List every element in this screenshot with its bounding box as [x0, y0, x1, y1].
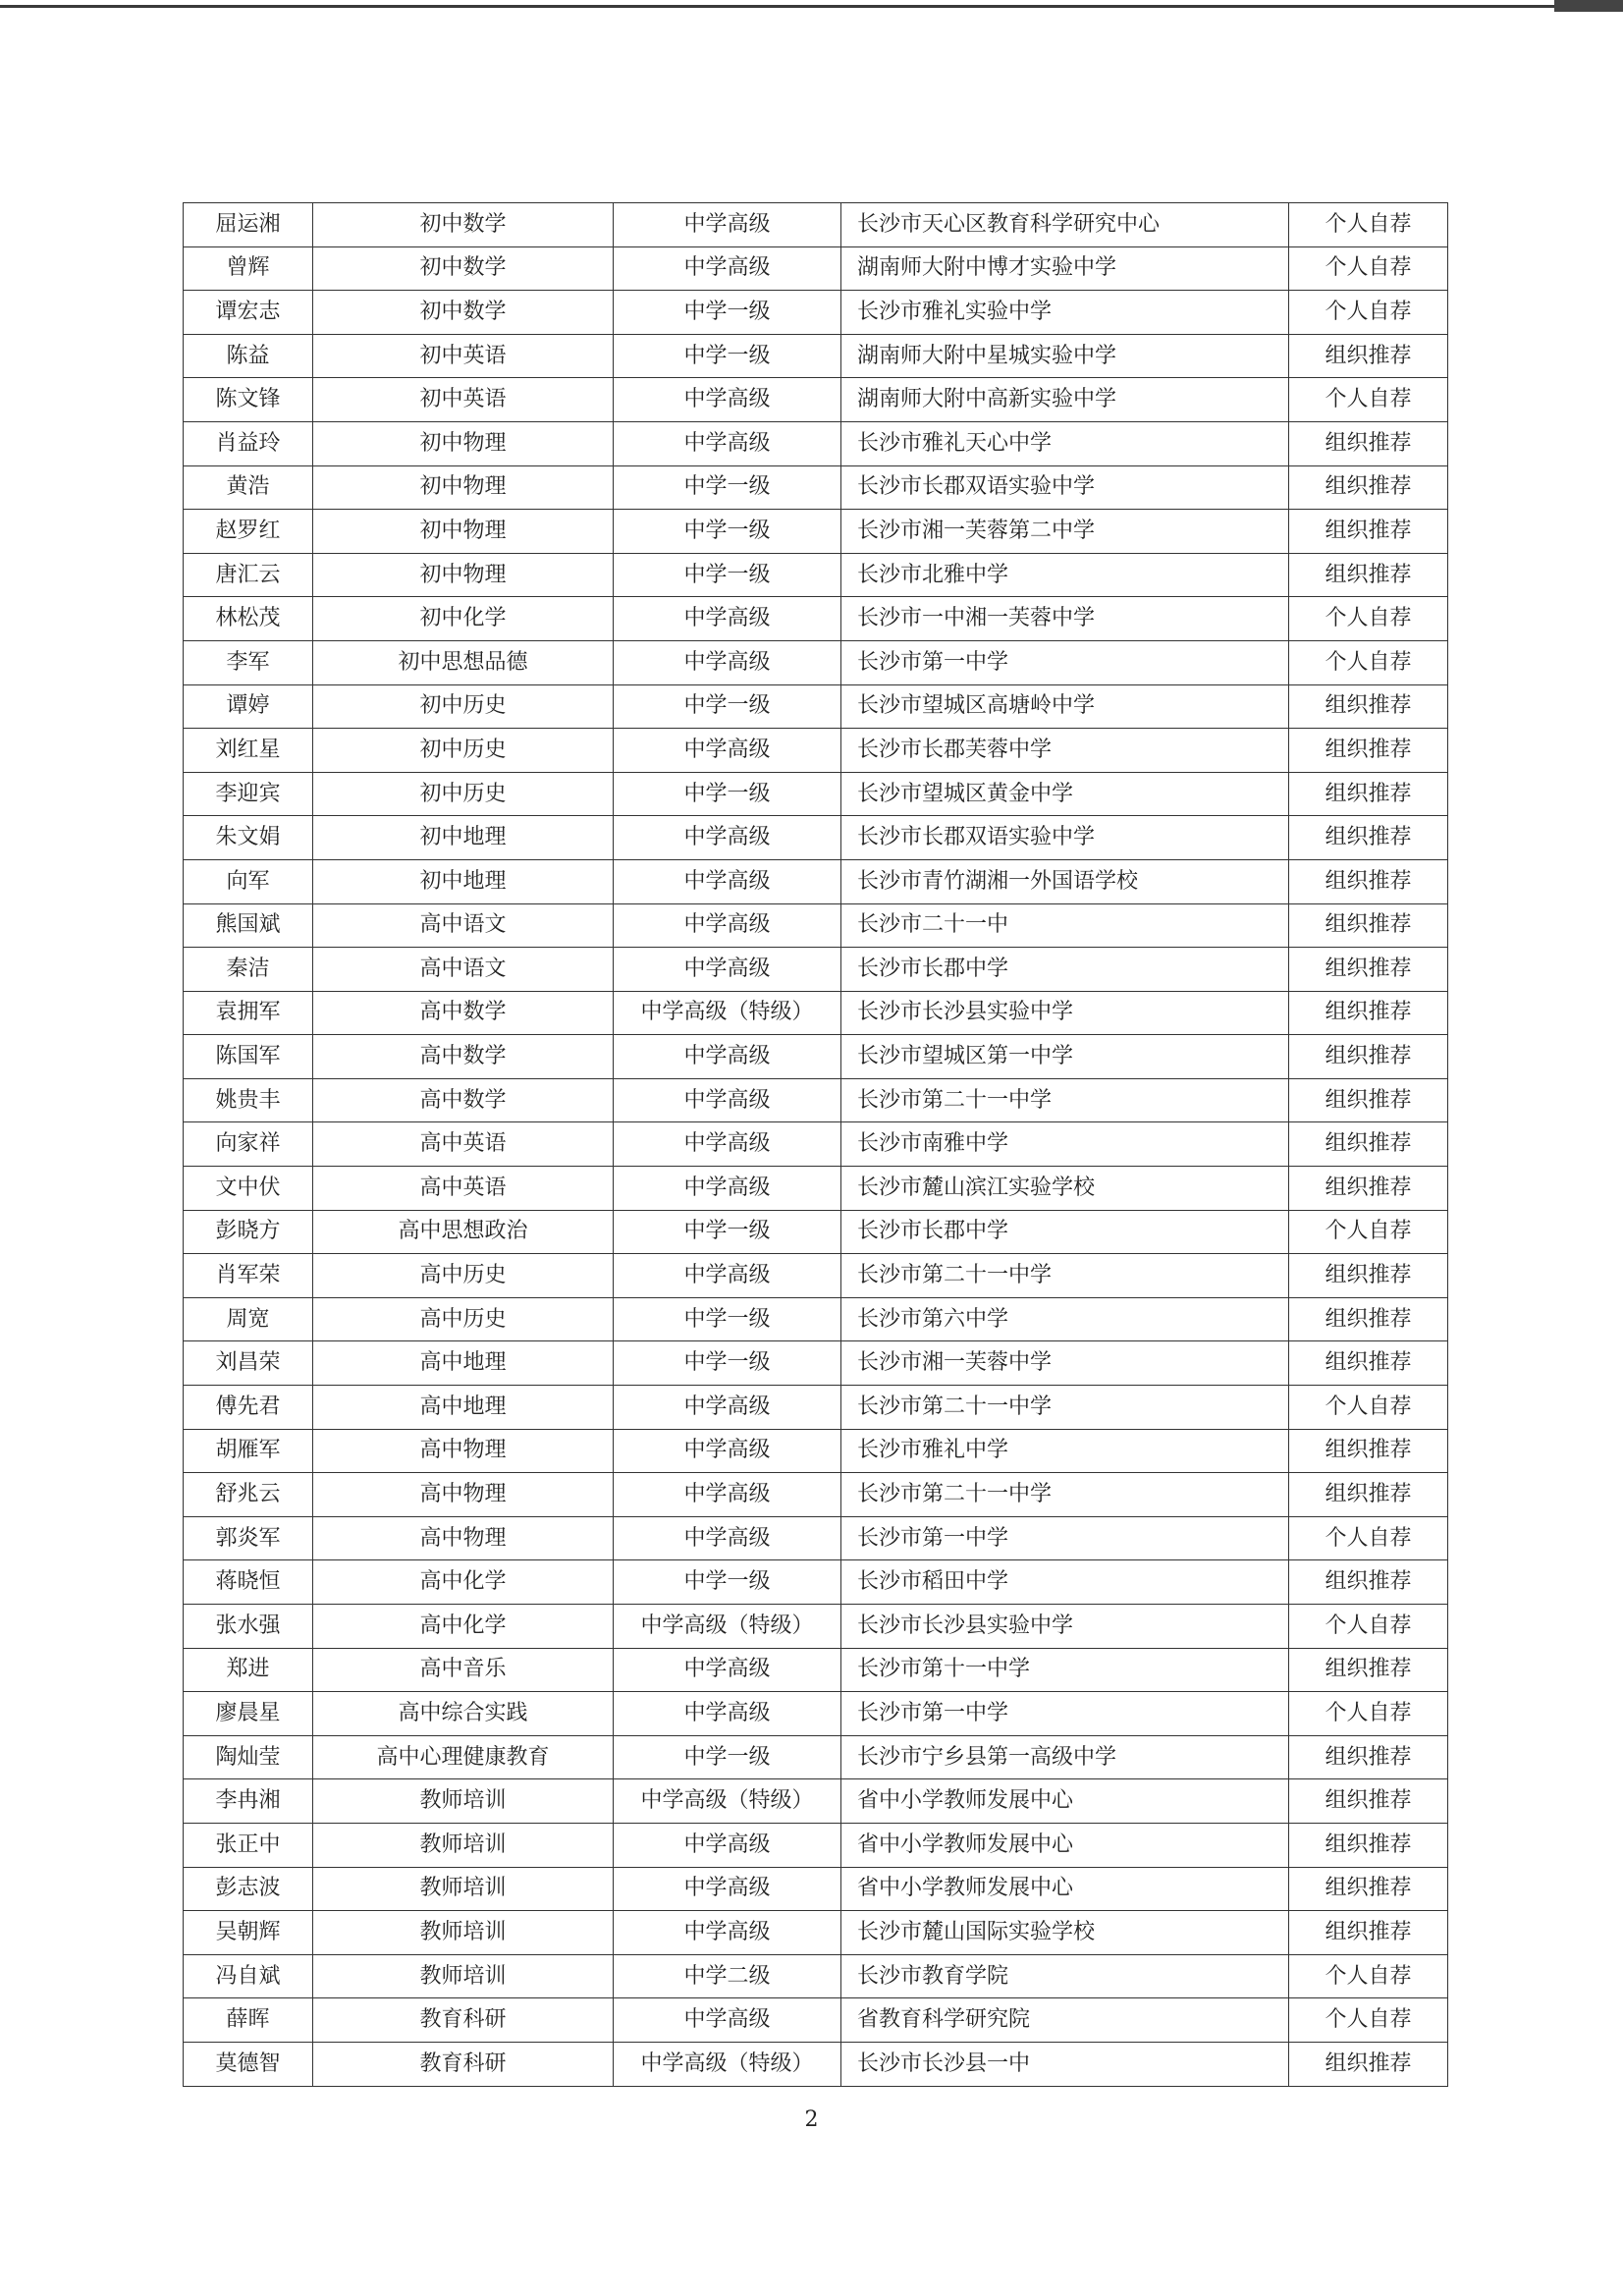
cell-subject: 高中物理 — [313, 1429, 614, 1473]
cell-school: 长沙市第二十一中学 — [841, 1473, 1289, 1517]
cell-school: 长沙市第二十一中学 — [841, 1078, 1289, 1122]
cell-name: 刘昌荣 — [184, 1341, 313, 1386]
cell-subject: 教师培训 — [313, 1867, 614, 1911]
cell-title: 中学一级 — [614, 510, 841, 554]
cell-school: 长沙市长郡芙蓉中学 — [841, 729, 1289, 773]
roster-table-body — [184, 203, 1448, 2087]
cell-method: 组织推荐 — [1289, 334, 1448, 378]
cell-school: 长沙市一中湘一芙蓉中学 — [841, 597, 1289, 641]
cell-subject: 高中化学 — [313, 1605, 614, 1649]
cell-method: 个人自荐 — [1289, 378, 1448, 422]
table-row — [184, 1954, 1448, 1998]
cell-school: 长沙市天心区教育科学研究中心 — [841, 203, 1289, 247]
cell-name: 肖军荣 — [184, 1254, 313, 1298]
cell-method: 组织推荐 — [1289, 816, 1448, 860]
cell-name: 陶灿莹 — [184, 1735, 313, 1779]
cell-title: 中学高级 — [614, 203, 841, 247]
cell-method: 个人自荐 — [1289, 291, 1448, 335]
cell-school: 长沙市雅礼天心中学 — [841, 421, 1289, 465]
cell-subject: 高中地理 — [313, 1386, 614, 1430]
cell-method: 组织推荐 — [1289, 991, 1448, 1035]
cell-school: 长沙市长郡中学 — [841, 1210, 1289, 1254]
cell-name: 胡雁军 — [184, 1429, 313, 1473]
table-row — [184, 421, 1448, 465]
cell-title: 中学高级 — [614, 1516, 841, 1560]
table-row — [184, 1648, 1448, 1692]
cell-subject: 高中语文 — [313, 948, 614, 992]
cell-subject: 高中英语 — [313, 1167, 614, 1211]
table-row — [184, 334, 1448, 378]
table-row — [184, 510, 1448, 554]
cell-subject: 高中地理 — [313, 1341, 614, 1386]
cell-school: 省中小学教师发展中心 — [841, 1779, 1289, 1824]
cell-school: 长沙市望城区高塘岭中学 — [841, 684, 1289, 729]
table-row — [184, 1911, 1448, 1955]
table-row — [184, 1429, 1448, 1473]
cell-method: 个人自荐 — [1289, 640, 1448, 684]
table-row — [184, 684, 1448, 729]
cell-subject: 教师培训 — [313, 1779, 614, 1824]
cell-title: 中学高级 — [614, 729, 841, 773]
cell-name: 唐汇云 — [184, 553, 313, 597]
cell-subject: 初中思想品德 — [313, 640, 614, 684]
table-row — [184, 816, 1448, 860]
cell-method: 组织推荐 — [1289, 948, 1448, 992]
cell-method: 组织推荐 — [1289, 1911, 1448, 1955]
cell-subject: 高中数学 — [313, 1035, 614, 1079]
table-row — [184, 1341, 1448, 1386]
cell-subject: 初中化学 — [313, 597, 614, 641]
cell-school: 长沙市二十一中 — [841, 903, 1289, 948]
cell-name: 秦洁 — [184, 948, 313, 992]
table-row — [184, 1605, 1448, 1649]
cell-method: 组织推荐 — [1289, 1167, 1448, 1211]
roster-table — [183, 202, 1448, 2087]
cell-name: 郭炎军 — [184, 1516, 313, 1560]
cell-method: 个人自荐 — [1289, 1386, 1448, 1430]
cell-subject: 高中思想政治 — [313, 1210, 614, 1254]
cell-school: 湖南师大附中高新实验中学 — [841, 378, 1289, 422]
cell-title: 中学高级 — [614, 1254, 841, 1298]
table-row — [184, 378, 1448, 422]
cell-subject: 高中数学 — [313, 1078, 614, 1122]
cell-school: 湖南师大附中博才实验中学 — [841, 246, 1289, 291]
cell-title: 中学一级 — [614, 684, 841, 729]
cell-name: 莫德智 — [184, 2042, 313, 2086]
table-row — [184, 291, 1448, 335]
table-row — [184, 1473, 1448, 1517]
cell-title: 中学高级 — [614, 1035, 841, 1079]
cell-name: 陈国军 — [184, 1035, 313, 1079]
table-row — [184, 553, 1448, 597]
cell-title: 中学高级 — [614, 816, 841, 860]
cell-method: 组织推荐 — [1289, 903, 1448, 948]
table-row — [184, 859, 1448, 903]
cell-subject: 初中地理 — [313, 859, 614, 903]
cell-school: 长沙市青竹湖湘一外国语学校 — [841, 859, 1289, 903]
cell-method: 组织推荐 — [1289, 1823, 1448, 1867]
table-row — [184, 1692, 1448, 1736]
cell-title: 中学一级 — [614, 334, 841, 378]
cell-method: 个人自荐 — [1289, 1605, 1448, 1649]
cell-school: 长沙市湘一芙蓉第二中学 — [841, 510, 1289, 554]
cell-subject: 初中数学 — [313, 246, 614, 291]
cell-title: 中学高级 — [614, 1911, 841, 1955]
cell-subject: 高中物理 — [313, 1516, 614, 1560]
cell-method: 组织推荐 — [1289, 1341, 1448, 1386]
cell-school: 长沙市望城区黄金中学 — [841, 772, 1289, 816]
cell-method: 组织推荐 — [1289, 1254, 1448, 1298]
cell-title: 中学高级（特级） — [614, 1779, 841, 1824]
cell-title: 中学高级 — [614, 1429, 841, 1473]
cell-subject: 初中历史 — [313, 684, 614, 729]
cell-school: 长沙市第二十一中学 — [841, 1254, 1289, 1298]
cell-title: 中学一级 — [614, 553, 841, 597]
cell-school: 长沙市第十一中学 — [841, 1648, 1289, 1692]
cell-method: 组织推荐 — [1289, 1122, 1448, 1167]
cell-name: 文中伏 — [184, 1167, 313, 1211]
cell-school: 长沙市北雅中学 — [841, 553, 1289, 597]
cell-subject: 教育科研 — [313, 1998, 614, 2043]
cell-school: 长沙市雅礼实验中学 — [841, 291, 1289, 335]
cell-title: 中学高级 — [614, 640, 841, 684]
cell-subject: 教师培训 — [313, 1911, 614, 1955]
cell-subject: 初中英语 — [313, 378, 614, 422]
cell-school: 长沙市望城区第一中学 — [841, 1035, 1289, 1079]
cell-method: 组织推荐 — [1289, 684, 1448, 729]
table-row — [184, 1735, 1448, 1779]
cell-school: 长沙市雅礼中学 — [841, 1429, 1289, 1473]
cell-name: 李冉湘 — [184, 1779, 313, 1824]
cell-name: 陈文锋 — [184, 378, 313, 422]
cell-subject: 高中历史 — [313, 1254, 614, 1298]
cell-title: 中学一级 — [614, 1297, 841, 1341]
cell-name: 廖晨星 — [184, 1692, 313, 1736]
cell-title: 中学高级 — [614, 1473, 841, 1517]
cell-name: 舒兆云 — [184, 1473, 313, 1517]
cell-subject: 初中物理 — [313, 421, 614, 465]
cell-school: 长沙市教育学院 — [841, 1954, 1289, 1998]
cell-method: 个人自荐 — [1289, 1210, 1448, 1254]
cell-title: 中学一级 — [614, 1560, 841, 1605]
cell-title: 中学二级 — [614, 1954, 841, 1998]
cell-name: 黄浩 — [184, 465, 313, 510]
cell-school: 省教育科学研究院 — [841, 1998, 1289, 2043]
cell-method: 个人自荐 — [1289, 1692, 1448, 1736]
cell-subject: 教师培训 — [313, 1954, 614, 1998]
cell-subject: 初中英语 — [313, 334, 614, 378]
cell-name: 彭志波 — [184, 1867, 313, 1911]
table-row — [184, 597, 1448, 641]
table-row — [184, 640, 1448, 684]
scan-edge-corner — [1554, 0, 1623, 12]
cell-method: 组织推荐 — [1289, 1473, 1448, 1517]
cell-name: 熊国斌 — [184, 903, 313, 948]
cell-school: 长沙市长郡双语实验中学 — [841, 816, 1289, 860]
table-row — [184, 1779, 1448, 1824]
cell-school: 长沙市长沙县一中 — [841, 2042, 1289, 2086]
table-row — [184, 1560, 1448, 1605]
cell-name: 袁拥军 — [184, 991, 313, 1035]
cell-school: 省中小学教师发展中心 — [841, 1867, 1289, 1911]
table-row — [184, 772, 1448, 816]
cell-title: 中学高级 — [614, 1998, 841, 2043]
cell-subject: 高中英语 — [313, 1122, 614, 1167]
cell-name: 向军 — [184, 859, 313, 903]
table-row — [184, 1167, 1448, 1211]
cell-school: 长沙市第一中学 — [841, 1692, 1289, 1736]
table-row — [184, 2042, 1448, 2086]
table-row — [184, 203, 1448, 247]
cell-name: 薛晖 — [184, 1998, 313, 2043]
cell-name: 肖益玲 — [184, 421, 313, 465]
cell-school: 长沙市南雅中学 — [841, 1122, 1289, 1167]
table-row — [184, 1867, 1448, 1911]
cell-method: 个人自荐 — [1289, 1954, 1448, 1998]
cell-name: 朱文娟 — [184, 816, 313, 860]
cell-method: 组织推荐 — [1289, 465, 1448, 510]
cell-method: 组织推荐 — [1289, 1560, 1448, 1605]
cell-school: 长沙市长沙县实验中学 — [841, 991, 1289, 1035]
cell-school: 省中小学教师发展中心 — [841, 1823, 1289, 1867]
cell-method: 组织推荐 — [1289, 1297, 1448, 1341]
cell-name: 陈益 — [184, 334, 313, 378]
cell-name: 李迎宾 — [184, 772, 313, 816]
cell-title: 中学一级 — [614, 1735, 841, 1779]
cell-title: 中学高级 — [614, 948, 841, 992]
cell-method: 组织推荐 — [1289, 421, 1448, 465]
cell-name: 张水强 — [184, 1605, 313, 1649]
cell-method: 组织推荐 — [1289, 859, 1448, 903]
table-row — [184, 1035, 1448, 1079]
cell-method: 组织推荐 — [1289, 772, 1448, 816]
cell-title: 中学一级 — [614, 291, 841, 335]
cell-title: 中学一级 — [614, 1341, 841, 1386]
cell-title: 中学高级（特级） — [614, 991, 841, 1035]
cell-method: 组织推荐 — [1289, 2042, 1448, 2086]
cell-method: 个人自荐 — [1289, 246, 1448, 291]
cell-subject: 高中物理 — [313, 1473, 614, 1517]
cell-school: 长沙市长郡中学 — [841, 948, 1289, 992]
cell-title: 中学高级 — [614, 378, 841, 422]
cell-subject: 初中物理 — [313, 553, 614, 597]
table-row — [184, 1297, 1448, 1341]
cell-school: 长沙市第六中学 — [841, 1297, 1289, 1341]
table-row — [184, 948, 1448, 992]
cell-subject: 初中物理 — [313, 510, 614, 554]
table-row — [184, 1516, 1448, 1560]
cell-title: 中学高级 — [614, 1867, 841, 1911]
cell-school: 长沙市长沙县实验中学 — [841, 1605, 1289, 1649]
cell-method: 组织推荐 — [1289, 729, 1448, 773]
cell-name: 李军 — [184, 640, 313, 684]
table-row — [184, 465, 1448, 510]
cell-name: 傅先君 — [184, 1386, 313, 1430]
cell-school: 长沙市第二十一中学 — [841, 1386, 1289, 1430]
cell-subject: 初中历史 — [313, 729, 614, 773]
table-row — [184, 246, 1448, 291]
table-row — [184, 1078, 1448, 1122]
cell-title: 中学高级（特级） — [614, 2042, 841, 2086]
cell-school: 长沙市湘一芙蓉中学 — [841, 1341, 1289, 1386]
cell-title: 中学高级（特级） — [614, 1605, 841, 1649]
cell-method: 组织推荐 — [1289, 553, 1448, 597]
cell-method: 组织推荐 — [1289, 1779, 1448, 1824]
cell-school: 长沙市麓山滨江实验学校 — [841, 1167, 1289, 1211]
cell-method: 组织推荐 — [1289, 1648, 1448, 1692]
cell-subject: 初中地理 — [313, 816, 614, 860]
cell-method: 组织推荐 — [1289, 1429, 1448, 1473]
cell-name: 曾辉 — [184, 246, 313, 291]
cell-name: 蒋晓恒 — [184, 1560, 313, 1605]
cell-method: 组织推荐 — [1289, 1078, 1448, 1122]
table-row — [184, 991, 1448, 1035]
cell-method: 组织推荐 — [1289, 510, 1448, 554]
table-row — [184, 1122, 1448, 1167]
cell-school: 长沙市稻田中学 — [841, 1560, 1289, 1605]
cell-school: 长沙市第一中学 — [841, 640, 1289, 684]
cell-method: 组织推荐 — [1289, 1735, 1448, 1779]
cell-school: 湖南师大附中星城实验中学 — [841, 334, 1289, 378]
cell-method: 个人自荐 — [1289, 1516, 1448, 1560]
table-row — [184, 903, 1448, 948]
cell-name: 张正中 — [184, 1823, 313, 1867]
cell-title: 中学高级 — [614, 597, 841, 641]
cell-subject: 初中数学 — [313, 291, 614, 335]
cell-subject: 高中综合实践 — [313, 1692, 614, 1736]
table-row — [184, 729, 1448, 773]
cell-name: 林松茂 — [184, 597, 313, 641]
cell-subject: 高中化学 — [313, 1560, 614, 1605]
cell-title: 中学高级 — [614, 1167, 841, 1211]
cell-method: 组织推荐 — [1289, 1035, 1448, 1079]
cell-subject: 教育科研 — [313, 2042, 614, 2086]
cell-name: 谭婷 — [184, 684, 313, 729]
cell-name: 姚贵丰 — [184, 1078, 313, 1122]
cell-subject: 初中物理 — [313, 465, 614, 510]
cell-subject: 初中历史 — [313, 772, 614, 816]
table-row — [184, 1210, 1448, 1254]
table-row — [184, 1998, 1448, 2043]
cell-name: 周宽 — [184, 1297, 313, 1341]
cell-title: 中学高级 — [614, 1078, 841, 1122]
cell-school: 长沙市第一中学 — [841, 1516, 1289, 1560]
cell-title: 中学一级 — [614, 1210, 841, 1254]
roster-sheet — [183, 202, 1447, 2087]
cell-name: 吴朝辉 — [184, 1911, 313, 1955]
page-number: 2 — [804, 2107, 819, 2132]
cell-name: 彭晓方 — [184, 1210, 313, 1254]
cell-title: 中学高级 — [614, 859, 841, 903]
cell-school: 长沙市长郡双语实验中学 — [841, 465, 1289, 510]
cell-title: 中学一级 — [614, 465, 841, 510]
cell-subject: 高中音乐 — [313, 1648, 614, 1692]
table-row — [184, 1386, 1448, 1430]
cell-name: 向家祥 — [184, 1122, 313, 1167]
cell-title: 中学高级 — [614, 1386, 841, 1430]
cell-name: 谭宏志 — [184, 291, 313, 335]
cell-name: 冯自斌 — [184, 1954, 313, 1998]
cell-school: 长沙市麓山国际实验学校 — [841, 1911, 1289, 1955]
table-row — [184, 1254, 1448, 1298]
cell-method: 个人自荐 — [1289, 203, 1448, 247]
cell-subject: 初中数学 — [313, 203, 614, 247]
table-row — [184, 1823, 1448, 1867]
cell-title: 中学高级 — [614, 421, 841, 465]
cell-name: 赵罗红 — [184, 510, 313, 554]
cell-method: 个人自荐 — [1289, 1998, 1448, 2043]
cell-title: 中学高级 — [614, 1823, 841, 1867]
cell-name: 郑进 — [184, 1648, 313, 1692]
cell-subject: 高中语文 — [313, 903, 614, 948]
cell-name: 屈运湘 — [184, 203, 313, 247]
cell-title: 中学高级 — [614, 903, 841, 948]
scan-edge-line — [0, 5, 1623, 8]
cell-name: 刘红星 — [184, 729, 313, 773]
cell-school: 长沙市宁乡县第一高级中学 — [841, 1735, 1289, 1779]
cell-title: 中学高级 — [614, 1648, 841, 1692]
cell-subject: 高中数学 — [313, 991, 614, 1035]
cell-subject: 教师培训 — [313, 1823, 614, 1867]
cell-subject: 高中心理健康教育 — [313, 1735, 614, 1779]
cell-title: 中学一级 — [614, 772, 841, 816]
cell-method: 个人自荐 — [1289, 597, 1448, 641]
cell-method: 组织推荐 — [1289, 1867, 1448, 1911]
cell-title: 中学高级 — [614, 1122, 841, 1167]
cell-subject: 高中历史 — [313, 1297, 614, 1341]
cell-title: 中学高级 — [614, 246, 841, 291]
cell-title: 中学高级 — [614, 1692, 841, 1736]
